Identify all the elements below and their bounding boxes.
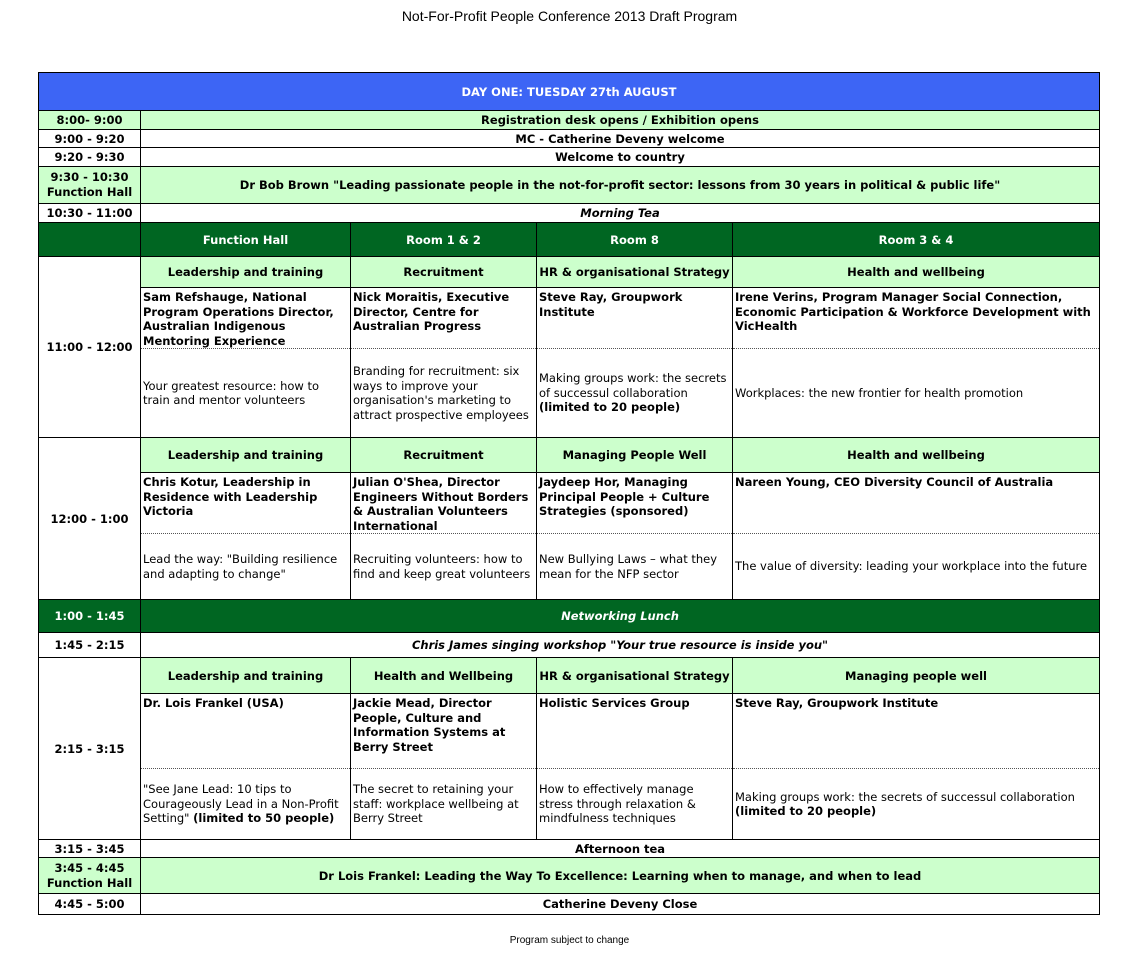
speaker: Steve Ray, Groupwork Institute: [537, 288, 733, 349]
plenary-row: [39, 894, 1100, 915]
speaker: Jaydeep Hor, Managing Principal People + Culture Strategies (sponsored): [537, 473, 733, 534]
plenary-text: Welcome to country: [141, 148, 1100, 167]
session-title: Your greatest resource: how to train and mentor volunteers: [141, 349, 351, 438]
speaker: Julian O'Shea, Director Engineers Without Borders & Australian Volunteers International: [351, 473, 537, 534]
plenary-row: [39, 600, 1100, 633]
plenary-text: Catherine Deveny Close: [141, 894, 1100, 915]
time-venue: Function Hall: [46, 875, 133, 890]
day-header: DAY ONE: TUESDAY 27th AUGUST: [39, 73, 1100, 111]
time-cell: 4:45 - 5:00: [39, 894, 141, 915]
session-title: How to effectively manage stress through relaxation & mindfulness techniques: [537, 769, 733, 840]
room-header-row: [39, 223, 1100, 257]
stream-label: Recruitment: [351, 257, 537, 288]
title-text: Making groups work: the secrets of successul collaboration: [735, 789, 1075, 804]
room-header: Function Hall: [141, 223, 351, 257]
stream-label: Managing people well: [733, 658, 1100, 694]
stream-label: Leadership and training: [141, 438, 351, 473]
time-cell: 8:00- 9:00: [39, 111, 141, 130]
session-title: The secret to retaining your staff: workplace wellbeing at Berry Street: [351, 769, 537, 840]
plenary-text: MC - Catherine Deveny welcome: [141, 130, 1100, 148]
limit-note: (limited to 20 people): [539, 400, 681, 415]
time-cell: [39, 167, 141, 204]
room-header: Room 8: [537, 223, 733, 257]
time-cell: 9:20 - 9:30: [39, 148, 141, 167]
plenary-row: [39, 204, 1100, 223]
session-title: Recruiting volunteers: how to find and keep great volunteers: [351, 534, 537, 600]
title-text: "See Jane Lead: 10 tips to Courageously Lead in a Non-Profit Setting": [143, 782, 339, 826]
plenary-text: Afternoon tea: [141, 840, 1100, 858]
stream-row: [39, 658, 1100, 694]
speaker-row: [39, 473, 1100, 534]
stream-row: [39, 438, 1100, 473]
session-time: 12:00 - 1:00: [39, 438, 141, 600]
speaker-row: [39, 288, 1100, 349]
plenary-row: [39, 858, 1100, 894]
session-title: [141, 769, 351, 840]
plenary-row: [39, 840, 1100, 858]
stream-label: Leadership and training: [141, 257, 351, 288]
stream-label: HR & organisational Strategy: [537, 257, 733, 288]
speaker: Nick Moraitis, Executive Director, Centre for Australian Progress: [351, 288, 537, 349]
room-header: Room 3 & 4: [733, 223, 1100, 257]
time-cell: 10:30 - 11:00: [39, 204, 141, 223]
stream-label: Managing People Well: [537, 438, 733, 473]
title-row: [39, 769, 1100, 840]
speaker: Chris Kotur, Leadership in Residence with Leadership Victoria: [141, 473, 351, 534]
stream-label: Health and wellbeing: [733, 438, 1100, 473]
stream-label: Leadership and training: [141, 658, 351, 694]
limit-note: (limited to 20 people): [735, 804, 877, 818]
speaker: Dr. Lois Frankel (USA): [141, 694, 351, 769]
plenary-text: Morning Tea: [141, 204, 1100, 223]
title-row: [39, 534, 1100, 600]
stream-row: [39, 257, 1100, 288]
plenary-text: Chris James singing workshop "Your true resource is inside you": [141, 633, 1100, 658]
limit-note: (limited to 50 people): [193, 811, 335, 826]
session-title: New Bullying Laws – what they mean for the NFP sector: [537, 534, 733, 600]
title-row: [39, 349, 1100, 438]
time-value: 9:30 - 10:30: [50, 170, 129, 184]
time-cell: [39, 858, 141, 894]
plenary-row: [39, 130, 1100, 148]
plenary-row: [39, 167, 1100, 204]
session-time: 11:00 - 12:00: [39, 257, 141, 438]
time-venue: Function Hall: [46, 185, 133, 199]
plenary-text: Dr Lois Frankel: Leading the Way To Excellence: Learning when to manage, and when to lead: [141, 858, 1100, 894]
session-title: Lead the way: "Building resilience and adapting to change": [141, 534, 351, 600]
speaker: Irene Verins, Program Manager Social Connection, Economic Participation & Workforce Development with VicHealth: [733, 288, 1100, 349]
program-table: [38, 72, 1100, 915]
speaker: Sam Refshauge, National Program Operations Director, Australian Indigenous Mentoring Experience: [141, 288, 351, 349]
day-header-row: [39, 73, 1100, 111]
time-cell: 1:00 - 1:45: [39, 600, 141, 633]
plenary-row: [39, 111, 1100, 130]
time-cell: 3:15 - 3:45: [39, 840, 141, 858]
time-cell: 9:00 - 9:20: [39, 130, 141, 148]
plenary-row: [39, 148, 1100, 167]
session-title: [537, 349, 733, 438]
session-title: [733, 769, 1100, 840]
plenary-text: Registration desk opens / Exhibition opens: [141, 111, 1100, 130]
session-title: Workplaces: the new frontier for health promotion: [733, 349, 1100, 438]
time-cell: 1:45 - 2:15: [39, 633, 141, 658]
time-value: 3:45 - 4:45: [54, 860, 125, 875]
session-title: Branding for recruitment: six ways to improve your organisation's marketing to attract prospective employees: [351, 349, 537, 438]
room-header-blank: [39, 223, 141, 257]
session-title: The value of diversity: leading your workplace into the future: [733, 534, 1100, 600]
footer-note: Program subject to change: [509, 935, 630, 946]
room-header: Room 1 & 2: [351, 223, 537, 257]
session-time: 2:15 - 3:15: [39, 658, 141, 840]
speaker: Steve Ray, Groupwork Institute: [733, 694, 1100, 769]
speaker-row: [39, 694, 1100, 769]
stream-label: Recruitment: [351, 438, 537, 473]
plenary-text: Networking Lunch: [141, 600, 1100, 633]
plenary-text: Dr Bob Brown "Leading passionate people in the not-for-profit sector: lessons from 30 years in political & public life": [141, 167, 1100, 204]
plenary-row: [39, 633, 1100, 658]
speaker: Jackie Mead, Director People, Culture and Information Systems at Berry Street: [351, 694, 537, 769]
stream-label: Health and Wellbeing: [351, 658, 537, 694]
speaker: Nareen Young, CEO Diversity Council of Australia: [733, 473, 1100, 534]
stream-label: HR & organisational Strategy: [537, 658, 733, 694]
page-title: Not-For-Profit People Conference 2013 Draft Program: [401, 8, 738, 24]
stream-label: Health and wellbeing: [733, 257, 1100, 288]
title-text: Making groups work: the secrets of successul collaboration: [539, 371, 727, 400]
speaker: Holistic Services Group: [537, 694, 733, 769]
